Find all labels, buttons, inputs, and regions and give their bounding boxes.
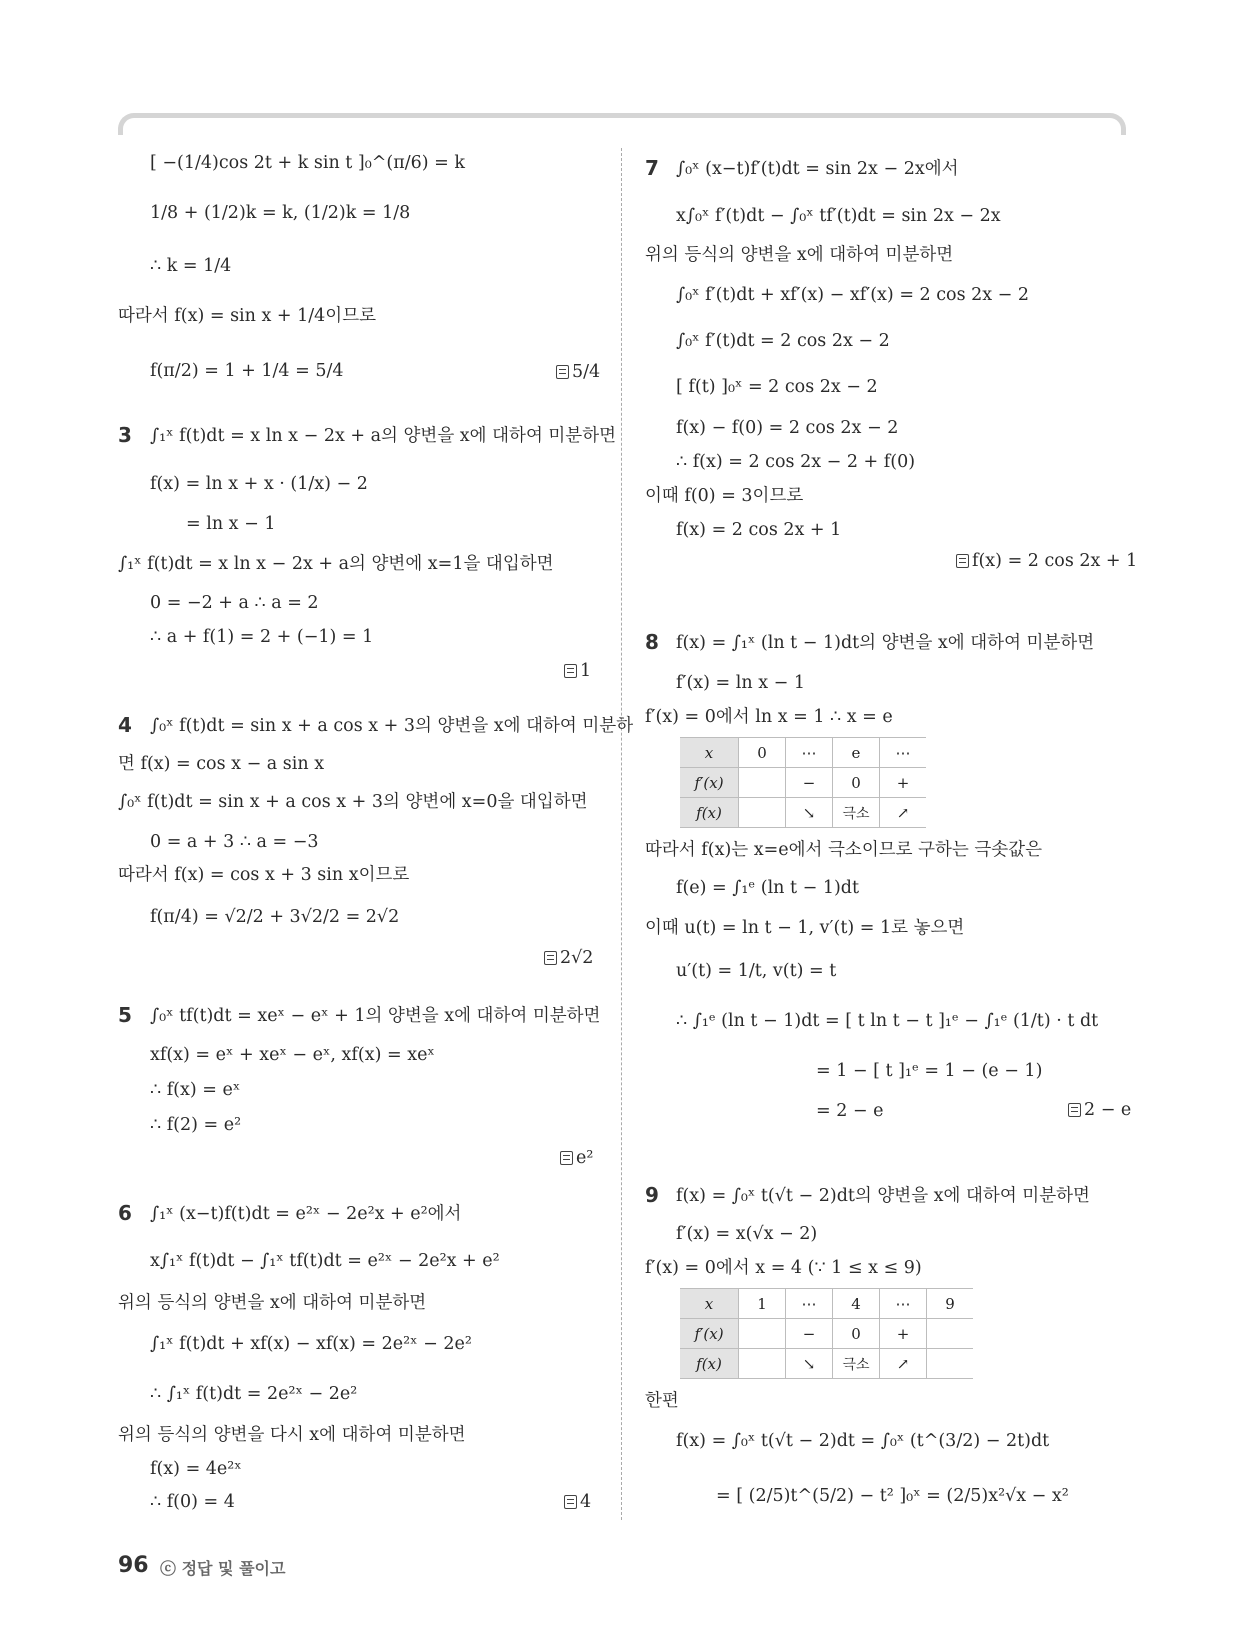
p5-line: ∴ f(2) = e² <box>150 1115 242 1135</box>
p7-line: ∫₀ˣ f′(t)dt + xf′(x) − xf′(x) = 2 cos 2x − 2 <box>676 285 1030 305</box>
p7-line: 위의 등식의 양변을 x에 대하여 미분하면 <box>645 245 954 265</box>
table-cell <box>927 1319 974 1349</box>
table-cell <box>739 1319 786 1349</box>
p8-line: 이때 u(t) = ln t − 1, v′(t) = 1로 놓으면 <box>645 918 965 938</box>
p3-line: ∫₁ˣ f(t)dt = x ln x − 2x + a의 양변에 x=1을 대입하면 <box>118 554 554 574</box>
p9-line: f(x) = ∫₀ˣ t(√t − 2)dt의 양변을 x에 대하여 미분하면 <box>676 1186 1090 1206</box>
p7-line: ∴ f(x) = 2 cos 2x − 2 + f(0) <box>676 452 916 472</box>
p5-line: xf(x) = eˣ + xeˣ − eˣ, xf(x) = xeˣ <box>150 1045 435 1065</box>
p6-line: ∴ f(0) = 4 <box>150 1492 235 1512</box>
p7-line: f(x) − f(0) = 2 cos 2x − 2 <box>676 418 899 438</box>
table-cell: ↗ <box>880 798 927 828</box>
table-cell: 0 <box>833 768 880 798</box>
table-cell: ↘ <box>786 1349 833 1379</box>
table-cell <box>739 768 786 798</box>
table-cell: e <box>833 738 880 768</box>
answer-icon <box>544 951 557 965</box>
table-cell: ⋯ <box>880 1289 927 1319</box>
table-row <box>680 798 926 828</box>
table-cell: 극소 <box>833 1349 880 1379</box>
table-cell: ⋯ <box>786 738 833 768</box>
p4-line: f(π/4) = √2/2 + 3√2/2 = 2√2 <box>150 907 400 927</box>
problem-number: 9 <box>645 1183 659 1207</box>
p6-line: 위의 등식의 양변을 x에 대하여 미분하면 <box>118 1293 427 1313</box>
p2-line: 1/8 + (1/2)k = k, (1/2)k = 1/8 <box>150 203 411 223</box>
table-cell: + <box>880 768 927 798</box>
p7-line: ∫₀ˣ (x−t)f′(t)dt = sin 2x − 2x에서 <box>676 159 959 179</box>
column-divider <box>621 148 622 1520</box>
p9-line: f′(x) = 0에서 x = 4 (∵ 1 ≤ x ≤ 9) <box>645 1258 922 1278</box>
sign-table-p8 <box>680 737 926 828</box>
table-cell <box>739 798 786 828</box>
p8-line: = 2 − e <box>816 1101 884 1121</box>
table-cell: 0 <box>833 1319 880 1349</box>
p7-line: f(x) = 2 cos 2x + 1 <box>676 520 842 540</box>
p9-line: f(x) = ∫₀ˣ t(√t − 2)dt = ∫₀ˣ (t^(3/2) − 2t)dt <box>676 1431 1050 1451</box>
p8-line: f(e) = ∫₁ᵉ (ln t − 1)dt <box>676 878 860 898</box>
table-cell: x <box>680 738 739 768</box>
p8-line: ∴ ∫₁ᵉ (ln t − 1)dt = [ t ln t − t ]₁ᵉ − ∫₁ᵉ (1/t) · t dt <box>676 1011 1099 1031</box>
problem-number: 3 <box>118 423 132 447</box>
p6-line: x∫₁ˣ f(t)dt − ∫₁ˣ tf(t)dt = e²ˣ − 2e²x + e² <box>150 1251 500 1271</box>
p6-line: ∫₁ˣ (x−t)f(t)dt = e²ˣ − 2e²x + e²에서 <box>150 1204 462 1224</box>
p8-line: f′(x) = ln x − 1 <box>676 673 805 693</box>
problem-number: 5 <box>118 1003 132 1027</box>
p6-line: 위의 등식의 양변을 다시 x에 대하여 미분하면 <box>118 1425 466 1445</box>
p4-answer: 2√2 <box>544 948 593 968</box>
table-cell: 0 <box>739 738 786 768</box>
p8-answer: 2 − e <box>1068 1100 1131 1120</box>
p3-line: ∴ a + f(1) = 2 + (−1) = 1 <box>150 627 374 647</box>
p7-line: [ f(t) ]₀ˣ = 2 cos 2x − 2 <box>676 377 878 397</box>
table-cell: 1 <box>739 1289 786 1319</box>
problem-number: 6 <box>118 1201 132 1225</box>
answer-icon <box>1068 1103 1081 1117</box>
problem-number: 8 <box>645 630 659 654</box>
p2-line: [ −(1/4)cos 2t + k sin t ]₀^(π/6) = k <box>150 153 465 173</box>
table-cell: f(x) <box>680 798 739 828</box>
p4-line: 따라서 f(x) = cos x + 3 sin x이므로 <box>118 865 410 885</box>
p3-line: = ln x − 1 <box>186 514 276 534</box>
table-cell: x <box>680 1289 739 1319</box>
table-cell: 극소 <box>833 798 880 828</box>
sign-table-p9 <box>680 1288 973 1379</box>
p4-line: 면 f(x) = cos x − a sin x <box>118 754 325 774</box>
p2-line: 따라서 f(x) = sin x + 1/4이므로 <box>118 306 377 326</box>
p9-line: f′(x) = x(√x − 2) <box>676 1224 818 1244</box>
p2-line: ∴ k = 1/4 <box>150 256 232 276</box>
p6-line: ∴ ∫₁ˣ f(t)dt = 2e²ˣ − 2e² <box>150 1384 358 1404</box>
table-cell <box>927 1349 974 1379</box>
answer-icon <box>564 664 577 678</box>
answer-icon <box>556 365 569 379</box>
table-cell: ⋯ <box>880 738 927 768</box>
p9-line: = [ (2/5)t^(5/2) − t² ]₀ˣ = (2/5)x²√x − x² <box>716 1486 1069 1506</box>
p3-line: 0 = −2 + a ∴ a = 2 <box>150 593 319 613</box>
p7-line: 이때 f(0) = 3이므로 <box>645 486 804 506</box>
p3-line: f(x) = ln x + x · (1/x) − 2 <box>150 474 368 494</box>
p6-line: ∫₁ˣ f(t)dt + xf(x) − xf(x) = 2e²ˣ − 2e² <box>150 1334 472 1354</box>
p8-line: = 1 − [ t ]₁ᵉ = 1 − (e − 1) <box>816 1061 1043 1081</box>
problem-number: 7 <box>645 156 659 180</box>
p4-line: 0 = a + 3 ∴ a = −3 <box>150 832 319 852</box>
p9-line: 한편 <box>645 1391 679 1411</box>
table-cell: ↘ <box>786 798 833 828</box>
table-cell <box>739 1349 786 1379</box>
table-cell: + <box>880 1319 927 1349</box>
p3-line: ∫₁ˣ f(t)dt = x ln x − 2x + a의 양변을 x에 대하여 미분하면 <box>150 426 617 446</box>
header-rule <box>118 113 1126 135</box>
p7-answer: f(x) = 2 cos 2x + 1 <box>956 551 1137 571</box>
table-row <box>680 738 926 768</box>
answer-icon <box>564 1495 577 1509</box>
p6-line: f(x) = 4e²ˣ <box>150 1459 242 1479</box>
p6-answer: 4 <box>564 1492 591 1512</box>
p8-line: f(x) = ∫₁ˣ (ln t − 1)dt의 양변을 x에 대하여 미분하면 <box>676 633 1095 653</box>
p3-answer: 1 <box>564 661 591 681</box>
page-number: 96 <box>118 1553 149 1578</box>
answer-icon <box>560 1151 573 1165</box>
p4-line: ∫₀ˣ f(t)dt = sin x + a cos x + 3의 양변에 x=0을 대입하면 <box>118 792 588 812</box>
p2-answer: 5/4 <box>556 362 600 382</box>
table-cell: ⋯ <box>786 1289 833 1319</box>
p8-line: u′(t) = 1/t, v(t) = t <box>676 961 837 981</box>
p8-line: f′(x) = 0에서 ln x = 1 ∴ x = e <box>645 707 893 727</box>
p5-line: ∴ f(x) = eˣ <box>150 1080 241 1100</box>
book-title: ⓒ 정답 및 풀이고 <box>160 1559 286 1578</box>
p4-line: ∫₀ˣ f(t)dt = sin x + a cos x + 3의 양변을 x에 대하여 미분하 <box>150 716 634 736</box>
table-row <box>680 1289 973 1319</box>
table-cell: 9 <box>927 1289 974 1319</box>
table-cell: f(x) <box>680 1349 739 1379</box>
answer-icon <box>956 554 969 568</box>
table-cell: 4 <box>833 1289 880 1319</box>
p5-answer: e² <box>560 1148 593 1168</box>
table-row <box>680 1319 973 1349</box>
table-row <box>680 768 926 798</box>
table-cell: ↗ <box>880 1349 927 1379</box>
p7-line: ∫₀ˣ f′(t)dt = 2 cos 2x − 2 <box>676 331 890 351</box>
table-row <box>680 1349 973 1379</box>
p2-line: f(π/2) = 1 + 1/4 = 5/4 <box>150 361 344 381</box>
table-cell: − <box>786 768 833 798</box>
p5-line: ∫₀ˣ tf(t)dt = xeˣ − eˣ + 1의 양변을 x에 대하여 미분하면 <box>150 1006 601 1026</box>
table-cell: − <box>786 1319 833 1349</box>
table-cell: f′(x) <box>680 1319 739 1349</box>
p7-line: x∫₀ˣ f′(t)dt − ∫₀ˣ tf′(t)dt = sin 2x − 2x <box>676 206 1001 226</box>
table-cell: f′(x) <box>680 768 739 798</box>
p8-line: 따라서 f(x)는 x=e에서 극소이므로 구하는 극솟값은 <box>645 840 1042 860</box>
problem-number: 4 <box>118 713 132 737</box>
